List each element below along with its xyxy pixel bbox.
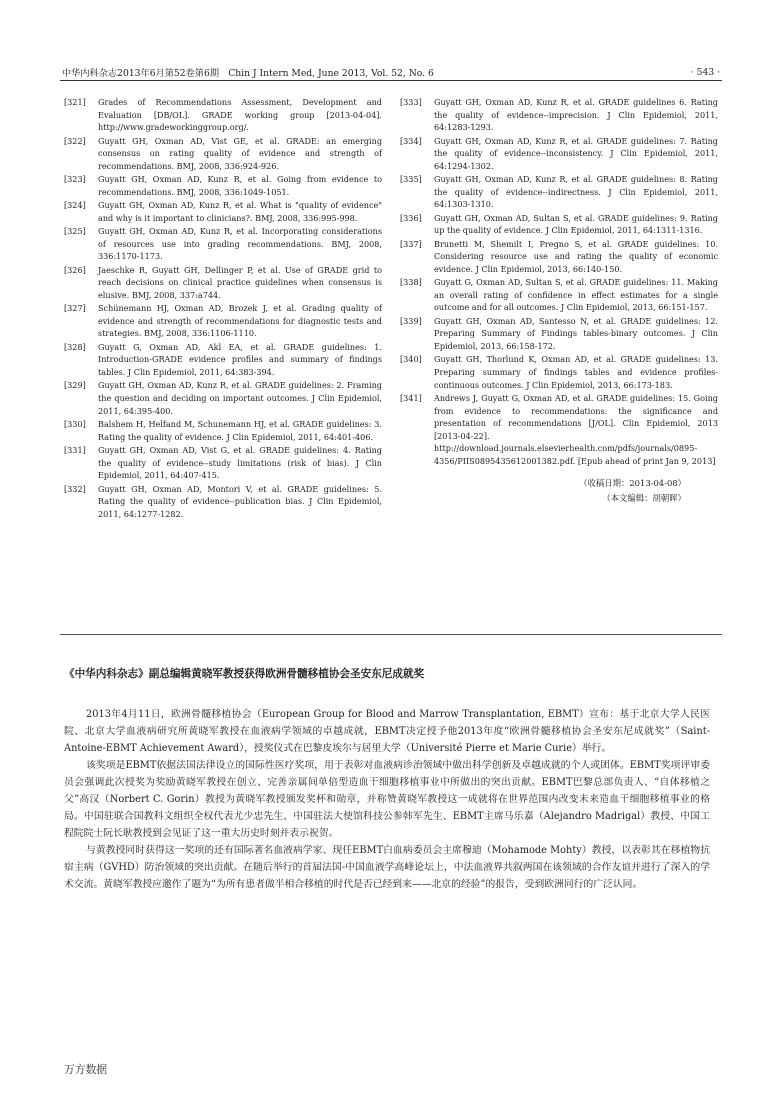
reference-item: [336] Guyatt GH, Oxman AD, Sultan S, et al. GRADE guidelines: 9. Rating up the quality of evidence. J Clin Epidemiol, 2011, 64:1311-1316.	[400, 212, 718, 236]
reference-item: [321] Grades of Recommendations Assessment, Development and Evaluation [DB/OL]. GRADE working group [2013-04-04]. http://www.gradeworkinggroup.org/.	[64, 97, 382, 133]
page-number: · 543 ·	[690, 66, 720, 78]
reference-columns	[64, 96, 718, 521]
reference-item: [338] Guyatt G, Oxman AD, Sultan S, et al. GRADE guidelines: 11. Making an overall rating of confidence in effect estimates for a single outcome and for all outcomes. J Clin Epidemiol, 2013, 66:151-157.	[400, 277, 718, 313]
received-date: （收稿日期：2013-04-08）	[579, 477, 686, 488]
reference-item: [333] Guyatt GH, Oxman AD, Kunz R, et al. GRADE guidelines 6. Rating the quality of evidence--imprecision. J Clin Epidemiol, 2011, 64:1283-1293.	[400, 97, 718, 133]
reference-item: [324] Guyatt GH, Oxman AD, Kunz R, et al. What is "quality of evidence" and why is it important to clinicians?. BMJ, 2008, 336:995-998.	[64, 200, 382, 223]
reference-item: [339] Guyatt GH, Oxman AD, Santesso N, et al. GRADE guidelines: 12. Preparing Summary of Findings tables-binary outcomes. J Clin Epidemiol, 2013, 66:158-172.	[400, 315, 718, 352]
watermark-footer: 万方数据	[64, 1063, 108, 1076]
reference-column-right	[400, 96, 718, 521]
reference-item: [327] Schünemann HJ, Oxman AD, Brozek J, et al. Grading quality of evidence and strength of recommendations for diagnostic tests and strategies. BMJ, 2008, 336:1106-1110.	[64, 303, 382, 339]
news-paragraph: 2013年4月11日，欧洲骨髓移植协会（European Group for Blood and Marrow Transplantation, EBMT）宣布：基于北京大学人民医院、北京大学血液病研究所黄晓军教授在血液病学领域的卓越成就，EBMT决定授予他2013年度“欧洲骨髓移植协会圣安东尼成就奖”（Saint-Antoine-EBMT Achievement Award），授奖仪式在巴黎皮埃尔与居里大学（Université Pierre et Marie Curie）举行。	[64, 709, 710, 754]
reference-item: [322] Guyatt GH, Oxman AD, Vist GE, et al. GRADE: an emerging consensus on rating quality of evidence and strength of recommendations. BMJ, 2008, 336:924-926.	[64, 135, 382, 171]
reference-item: [340] Guyatt GH, Thorlund K, Oxman AD, et al. GRADE guidelines: 13. Preparing summary of findings tables and evidence profiles-continuous outcomes. J Clin Epidemiol, 2013, 66:173-183.	[400, 354, 718, 390]
reference-item: [323] Guyatt GH, Oxman AD, Kunz R, et al. Going from evidence to recommendations. BMJ, 2008, 336:1049-1051.	[64, 174, 382, 197]
article-dates	[400, 476, 718, 506]
reference-item: [337] Brunetti M, Shemilt I, Pregno S, et al. GRADE guidelines: 10. Considering resource use and rating the quality of economic evidence. J Clin Epidemiol, 2013, 66:140-150.	[400, 238, 718, 274]
section-divider	[60, 634, 722, 635]
news-body	[64, 706, 710, 893]
header-rule	[60, 80, 722, 81]
news-paragraph: 与黄教授同时获得这一奖项的还有国际著名血液病学家、现任EBMT白血病委员会主席穆迪（Mohamode Mohty）教授，以表彰其在移植物抗宿主病（GVHD）防治领域的突出贡献。在随后举行的首届法国-中国血液学高峰论坛上，中法血液界共叙两国在该领域的合作友谊并进行了深入的学术交流。黄晓军教授应邀作了题为“为所有患者做半相合移植的时代是否已经到来——北京的经验”的报告，受到欧洲同行的广泛认同。	[64, 845, 710, 890]
reference-column-left	[64, 96, 382, 521]
journal-citation: 中华内科杂志2013年6月第52卷第6期 Chin J Intern Med, June 2013, Vol. 52, No. 6	[62, 68, 434, 79]
running-header	[62, 64, 720, 80]
news-paragraph: 该奖项是EBMT依据法国法律设立的国际性医疗奖项，用于表彰对血液病诊治领域中做出科学创新及卓越成就的个人或团体。EBMT奖项评审委员会强调此次授奖为奖励黄晓军教授在创立、完善亲属间单倍型造血干细胞移植事业中所做出的突出贡献。EBMT巴黎总部负责人、“自体移植之父”高汉（Norbert C. Gorin）教授为黄晓军教授颁发奖杯和勋章，并称赞黄晓军教授这一成就将在世界范围内改变未来造血干细胞移植事业的格局。中国驻联合国教科文组织全权代表尤少忠先生、中国驻法大使馆科技公参韩军先生、EBMT主席马乐嘉（Alejandro Madrigal）教授、中国工程院院士阮长耿教授到会见证了这一重大历史时刻并表示祝贺。	[64, 760, 710, 839]
reference-item: [330] Balshem H, Helfand M, Schunemann HJ, et al. GRADE guidelines: 3. Rating the quality of evidence. J Clin Epidemiol, 2011, 64:401-406.	[64, 419, 382, 442]
editor-credit: （本文编辑：胡朝晖）	[602, 492, 686, 503]
reference-item: [341] Andrews J, Guyatt G, Oxman AD, et al. GRADE guidelines: 15. Going from evidence to recommendations: the significance and presentation of recommendations [J/OL]. Clin Epidemiol, 2013 [2013-04-22]. http://download.journals.elsevierhealth.com/pdfs/journals/0895-4356/PIIS0895435612001382.pdf. [Epub ahead of print Jan 9, 2013]	[400, 393, 718, 466]
reference-item: [328] Guyatt G, Oxman AD, Akl EA, et al. GRADE guidelines: 1. Introduction-GRADE evidence profiles and summary of findings tables. J Clin Epidemiol, 2011, 64:383-394.	[64, 341, 382, 378]
reference-item: [325] Guyatt GH, Oxman AD, Kunz R, et al. Incorporating considerations of resources use into grading recommendations. BMJ, 2008, 336:1170-1173.	[64, 226, 382, 262]
reference-item: [335] Guyatt GH, Oxman AD, Kunz R, et al. GRADE guidelines: 8. Rating the quality of evidence--indirectness. J Clin Epidemiol, 2011, 64:1303-1310.	[400, 174, 718, 210]
news-title: 《中华内科杂志》副总编辑黄晓军教授获得欧洲骨髓移植协会圣安东尼成就奖	[64, 668, 425, 680]
reference-item: [332] Guyatt GH, Oxman AD, Montori V, et al. GRADE guidelines: 5. Rating the quality of evidence--publication bias. J Clin Epidemiol, 2011, 64:1277-1282.	[64, 483, 382, 519]
reference-item: [329] Guyatt GH, Oxman AD, Kunz R, et al. GRADE guidelines: 2. Framing the question and deciding on important outcomes. J Clin Epidemiol, 2011, 64:395-400.	[64, 380, 382, 416]
reference-item: [326] Jaeschke R, Guyatt GH, Dellinger P, et al. Use of GRADE grid to reach decisions on clinical practice guidelines when consensus is elusive. BMJ, 2008, 337:a744.	[64, 264, 382, 300]
reference-item: [331] Guyatt GH, Oxman AD, Vist G, et al. GRADE guidelines: 4. Rating the quality of evidence--study limitations (risk of bias). J Clin Epidemiol, 2011, 64:407-415.	[64, 445, 382, 481]
reference-item: [334] Guyatt GH, Oxman AD, Kunz R, et al. GRADE guidelines: 7. Rating the quality of evidence--inconsistency. J Clin Epidemiol, 2011, 64:1294-1302.	[400, 135, 718, 171]
